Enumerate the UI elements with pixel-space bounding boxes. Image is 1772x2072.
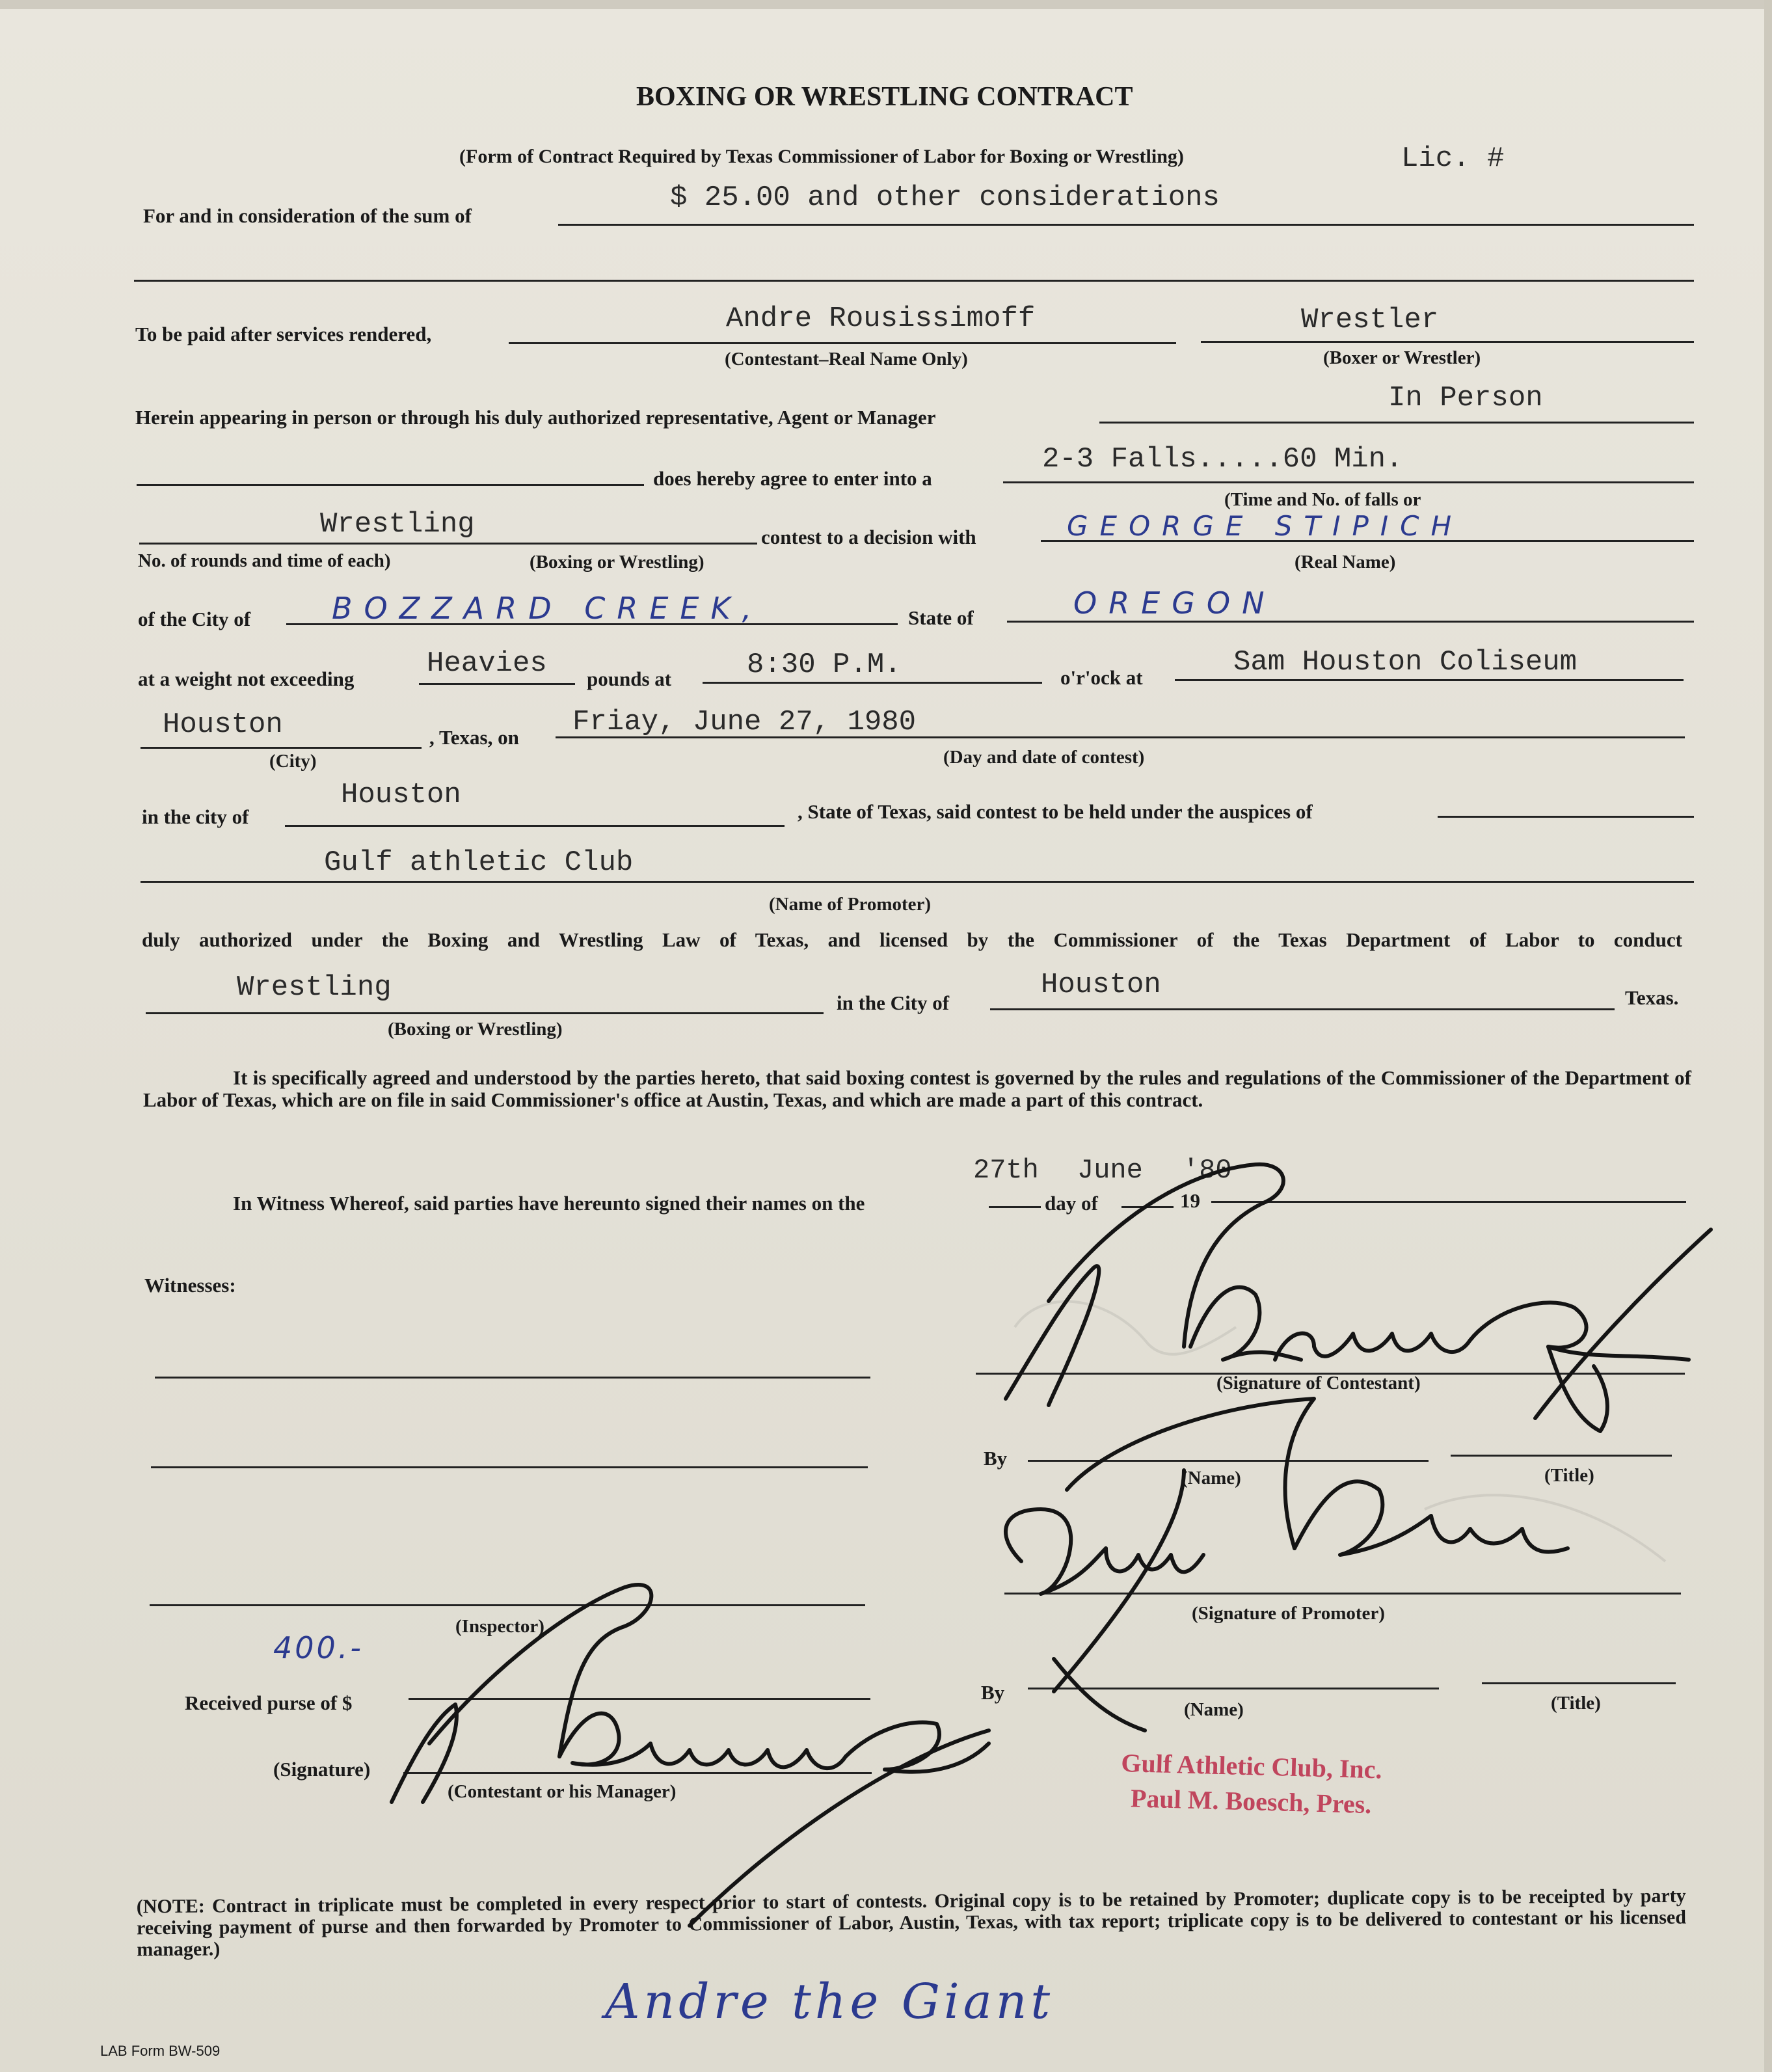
texas-end-label: Texas. — [1625, 986, 1679, 1009]
year-value: '80 — [1183, 1155, 1232, 1186]
texas-city-value: Houston — [163, 708, 283, 741]
contestant-manager-caption: (Contestant or his Manager) — [448, 1781, 677, 1802]
by-label-2: By — [981, 1681, 1005, 1704]
promoter-signature — [1006, 1399, 1568, 1691]
receipt-signature — [392, 1585, 1145, 1926]
herein-label: Herein appearing in person or through his duly authorized representative, Agent or Manager — [135, 406, 936, 429]
rounds-caption: No. of rounds and time of each) — [138, 550, 391, 571]
boxer-or-wrestler-value: Wrestler — [1301, 304, 1439, 336]
form-title: BOXING OR WRESTLING CONTRACT — [636, 82, 1133, 112]
title-caption-2: (Title) — [1551, 1693, 1601, 1714]
sum-value: $ 25.00 and other considerations — [670, 182, 1220, 214]
contestant-signature-caption: (Signature of Contestant) — [1216, 1373, 1421, 1393]
city-caption: (City) — [269, 751, 317, 772]
contestant-caption: (Contestant–Real Name Only) — [725, 349, 968, 370]
real-name-caption: (Real Name) — [1295, 552, 1396, 572]
representative-value: In Person — [1388, 382, 1543, 414]
month-value: June — [1077, 1155, 1143, 1186]
day-value: 27th — [973, 1155, 1039, 1186]
conduct-value: Wrestling — [237, 971, 392, 1004]
witnesses-label: Witnesses: — [144, 1274, 236, 1297]
by-label-1: By — [984, 1447, 1008, 1470]
name-caption-2: (Name) — [1184, 1699, 1244, 1720]
name-caption-1: (Name) — [1181, 1468, 1241, 1488]
time-falls-caption: (Time and No. of falls or — [1224, 489, 1421, 510]
in-city-label: in the city of — [142, 805, 249, 828]
held-city-value: Houston — [341, 779, 461, 811]
state-of-label: State of — [908, 606, 974, 629]
contestant-signature — [1006, 1164, 1711, 1431]
footer-autograph: Andre the Giant — [605, 1974, 1054, 2030]
conduct-city-value: Houston — [1041, 969, 1161, 1001]
contest-label: contest to a decision with — [761, 526, 976, 548]
time-value: 8:30 P.M. — [747, 649, 902, 681]
state-of-value: OREGON — [1073, 585, 1276, 621]
consideration-label: For and in consideration of the sum of — [143, 204, 472, 227]
oclock-label: o'r'ock at — [1060, 666, 1143, 689]
falls-value: 2-3 Falls.....60 Min. — [1042, 443, 1403, 476]
auspices-label: , State of Texas, said contest to be held under the auspices of — [798, 800, 1313, 823]
venue-value: Sam Houston Coliseum — [1233, 646, 1577, 679]
paid-label: To be paid after services rendered, — [135, 323, 432, 345]
day-date-caption: (Day and date of contest) — [943, 747, 1145, 768]
note-paragraph: (NOTE: Contract in triplicate must be completed in every respect prior to start of contests. Original copy is to be retained by Promoter; duplicate copy is to be receipted by party receiving payment of purse and then forwarded by Promoter to Commissioner of Labor, Austin, Texas, with tax report; triplicate copy is to be delivered to contestant or his licensed manager.) — [136, 1885, 1687, 1961]
purse-value: 400.- — [273, 1630, 364, 1665]
form-subtitle: (Form of Contract Required by Texas Commissioner of Labor for Boxing or Wrestling) — [459, 146, 1184, 167]
stamp-line-1: Gulf Athletic Club, Inc. — [1120, 1748, 1383, 1784]
contestant-name: Andre Rousissimoff — [726, 303, 1036, 335]
authorized-text: duly authorized under the Boxing and Wrestling Law of Texas, and licensed by the Commissioner of the Texas Department of Labor to conduct — [142, 928, 1682, 951]
boxing-wrestling-caption-2: (Boxing or Wrestling) — [388, 1019, 563, 1040]
promoter-caption: (Name of Promoter) — [769, 894, 932, 915]
agreement-paragraph: It is specifically agreed and understood by the parties hereto, that said boxing contest is governed by the rules and regulations of the Commissioner of the Department of Labor of Texas, which are on file in said Commissioner's office at Austin, Texas, and which are made a part of this contract. — [143, 1066, 1691, 1111]
boxing-wrestling-caption: (Boxing or Wrestling) — [530, 552, 705, 572]
license-label: Lic. # — [1401, 142, 1505, 175]
year-prefix: 19 — [1180, 1189, 1200, 1212]
witness-text: In Witness Whereof, said parties have hereunto signed their names on the — [233, 1192, 865, 1215]
day-date-value: Friay, June 27, 1980 — [572, 706, 917, 738]
texas-on-label: , Texas, on — [429, 726, 519, 749]
opponent-name: GEORGE STIPICH — [1067, 510, 1464, 542]
city-of-value: BOZZARD CREEK, — [332, 591, 764, 626]
signature-label: (Signature) — [273, 1758, 371, 1781]
day-of-label: day of — [1045, 1192, 1098, 1215]
title-caption-1: (Title) — [1544, 1465, 1594, 1486]
form-number: LAB Form BW-509 — [100, 2043, 221, 2059]
inspector-caption: (Inspector) — [455, 1616, 544, 1637]
city-of-label: of the City of — [138, 608, 251, 630]
weight-value: Heavies — [427, 647, 547, 680]
pounds-label: pounds at — [587, 667, 672, 690]
promoter-signature-caption: (Signature of Promoter) — [1192, 1603, 1385, 1624]
stamp-line-2: Paul M. Boesch, Pres. — [1130, 1783, 1372, 1820]
weight-label: at a weight not exceeding — [138, 667, 355, 690]
in-city-of-label: in the City of — [837, 991, 950, 1014]
agree-label: does hereby agree to enter into a — [653, 467, 932, 490]
boxer-wrestler-caption: (Boxer or Wrestler) — [1323, 347, 1481, 368]
promoter-value: Gulf athletic Club — [324, 846, 634, 879]
received-purse-label: Received purse of $ — [185, 1691, 353, 1714]
contest-type-value: Wrestling — [320, 508, 475, 541]
